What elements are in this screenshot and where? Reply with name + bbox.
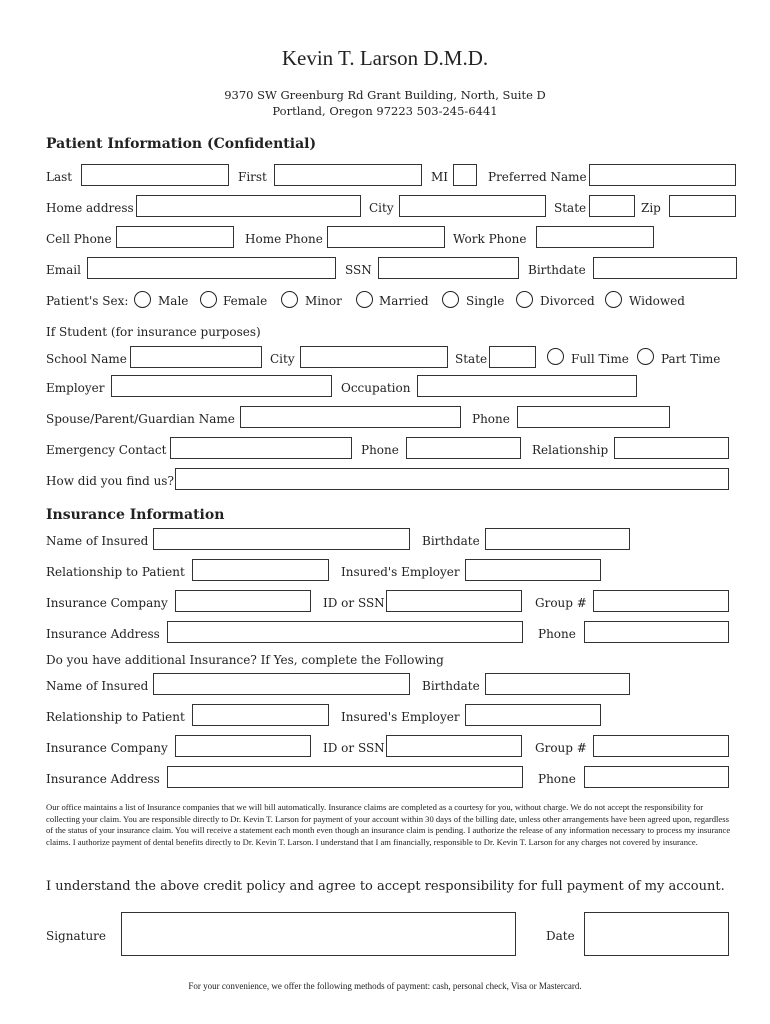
birthdate-label: Birthdate — [528, 263, 586, 277]
minor-radio[interactable] — [281, 291, 298, 308]
email-field[interactable] — [87, 257, 336, 279]
address-line-2: Portland, Oregon 97223 503-245-6441 — [272, 104, 498, 118]
secondary-insured-name-field[interactable] — [153, 673, 410, 695]
insured-employer-label: Insured's Employer — [341, 565, 460, 579]
city-field[interactable] — [399, 195, 546, 217]
group-field[interactable] — [593, 590, 729, 612]
last-name-field[interactable] — [81, 164, 229, 186]
id-ssn-field[interactable] — [386, 590, 522, 612]
insurance-phone-label: Phone — [538, 627, 576, 641]
insurance-company-label: Insurance Company — [46, 596, 168, 610]
ssn-label: SSN — [345, 263, 372, 277]
last-name-label: Last — [46, 170, 73, 184]
student-note: If Student (for insurance purposes) — [46, 325, 261, 339]
relationship-field[interactable] — [614, 437, 729, 459]
agreement-statement: I understand the above credit policy and agree to accept responsibility for full payment of my account. — [46, 879, 725, 894]
state-label: State — [554, 201, 587, 215]
insured-name-label: Name of Insured — [46, 534, 149, 548]
cell-phone-field[interactable] — [116, 226, 234, 248]
city-label: City — [369, 201, 394, 215]
minor-option-label: Minor — [305, 294, 342, 308]
home-phone-field[interactable] — [327, 226, 445, 248]
secondary-group-field[interactable] — [593, 735, 729, 757]
school-city-label: City — [270, 352, 295, 366]
state-field[interactable] — [589, 195, 635, 217]
secondary-id-ssn-label: ID or SSN — [323, 741, 385, 755]
emergency-contact-label: Emergency Contact — [46, 443, 167, 457]
male-option-label: Male — [158, 294, 189, 308]
mi-field[interactable] — [453, 164, 477, 186]
school-state-label: State — [455, 352, 488, 366]
preferred-name-field[interactable] — [589, 164, 736, 186]
emergency-phone-field[interactable] — [406, 437, 521, 459]
insured-birthdate-label: Birthdate — [422, 534, 480, 548]
divorced-option-label: Divorced — [540, 294, 595, 308]
group-label: Group # — [535, 596, 587, 610]
secondary-employer-field[interactable] — [465, 704, 601, 726]
relationship-to-patient-label: Relationship to Patient — [46, 565, 185, 579]
widowed-radio[interactable] — [605, 291, 622, 308]
signature-field[interactable] — [121, 912, 516, 956]
home-address-label: Home address — [46, 201, 134, 215]
secondary-relationship-field[interactable] — [192, 704, 329, 726]
work-phone-field[interactable] — [536, 226, 654, 248]
female-radio[interactable] — [200, 291, 217, 308]
insurance-address-label: Insurance Address — [46, 627, 160, 641]
spouse-name-label: Spouse/Parent/Guardian Name — [46, 412, 235, 426]
address-line-1: 9370 SW Greenburg Rd Grant Building, North, Suite D — [224, 88, 546, 102]
insurance-section-title: Insurance Information — [46, 507, 225, 523]
married-radio[interactable] — [356, 291, 373, 308]
secondary-employer-label: Insured's Employer — [341, 710, 460, 724]
spouse-phone-field[interactable] — [517, 406, 670, 428]
full-time-label: Full Time — [571, 352, 629, 366]
insurance-company-field[interactable] — [175, 590, 311, 612]
ssn-field[interactable] — [378, 257, 519, 279]
emergency-phone-label: Phone — [361, 443, 399, 457]
secondary-address-field[interactable] — [167, 766, 523, 788]
school-city-field[interactable] — [300, 346, 448, 368]
employer-field[interactable] — [111, 375, 332, 397]
secondary-phone-label: Phone — [538, 772, 576, 786]
zip-field[interactable] — [669, 195, 736, 217]
single-option-label: Single — [466, 294, 505, 308]
first-name-field[interactable] — [274, 164, 422, 186]
employer-label: Employer — [46, 381, 105, 395]
mi-label: MI — [431, 170, 449, 184]
part-time-radio[interactable] — [637, 348, 654, 365]
occupation-field[interactable] — [417, 375, 637, 397]
relationship-to-patient-field[interactable] — [192, 559, 329, 581]
widowed-option-label: Widowed — [629, 294, 685, 308]
female-option-label: Female — [223, 294, 268, 308]
secondary-relationship-label: Relationship to Patient — [46, 710, 185, 724]
patient-sex-label: Patient's Sex: — [46, 294, 129, 308]
occupation-label: Occupation — [341, 381, 411, 395]
insured-birthdate-field[interactable] — [485, 528, 630, 550]
zip-label: Zip — [641, 201, 661, 215]
insurance-phone-field[interactable] — [584, 621, 729, 643]
insured-name-field[interactable] — [153, 528, 410, 550]
full-time-radio[interactable] — [547, 348, 564, 365]
spouse-name-field[interactable] — [240, 406, 461, 428]
cell-phone-label: Cell Phone — [46, 232, 112, 246]
part-time-label: Part Time — [661, 352, 721, 366]
secondary-address-label: Insurance Address — [46, 772, 160, 786]
male-radio[interactable] — [134, 291, 151, 308]
id-ssn-label: ID or SSN — [323, 596, 385, 610]
additional-insurance-question: Do you have additional Insurance? If Yes, complete the Following — [46, 653, 444, 667]
home-address-field[interactable] — [136, 195, 361, 217]
secondary-phone-field[interactable] — [584, 766, 729, 788]
first-name-label: First — [238, 170, 267, 184]
secondary-id-ssn-field[interactable] — [386, 735, 522, 757]
school-state-field[interactable] — [489, 346, 536, 368]
secondary-birthdate-field[interactable] — [485, 673, 630, 695]
secondary-company-field[interactable] — [175, 735, 311, 757]
date-label: Date — [546, 929, 575, 943]
secondary-group-label: Group # — [535, 741, 587, 755]
insured-employer-field[interactable] — [465, 559, 601, 581]
preferred-name-label: Preferred Name — [488, 170, 587, 184]
spouse-phone-label: Phone — [472, 412, 510, 426]
patient-section-title: Patient Information (Confidential) — [46, 136, 317, 152]
how-found-label: How did you find us? — [46, 474, 174, 488]
secondary-insured-name-label: Name of Insured — [46, 679, 149, 693]
email-label: Email — [46, 263, 81, 277]
policy-fine-print: Our office maintains a list of Insurance companies that we will bill automatically. Insurance claims are completed as a courtesy for you, without charge. We do not accept the responsibility for collecting your claim. You are responsible directly to Dr. Kevin T. Larson for payment of your account within 30 days of the billing date, unless other arrangements have been agreed upon, regardless of the status of your insurance claim. You will receive a statement each month even though an insurance claim is pending. I authorize the release of any information necessary to process my insurance claims. I authorize payment of dental benefits directly to Dr. Kevin T. Larson. I understand that I am financially, responsible to Dr. Kevin T. Larson for any charges not covered by insurance. — [46, 802, 731, 847]
divorced-radio[interactable] — [516, 291, 533, 308]
insurance-address-field[interactable] — [167, 621, 523, 643]
secondary-company-label: Insurance Company — [46, 741, 168, 755]
secondary-birthdate-label: Birthdate — [422, 679, 480, 693]
signature-label: Signature — [46, 929, 107, 943]
emergency-contact-field[interactable] — [170, 437, 352, 459]
how-found-field[interactable] — [175, 468, 729, 490]
school-name-field[interactable] — [130, 346, 262, 368]
practice-title: Kevin T. Larson D.M.D. — [281, 46, 489, 70]
home-phone-label: Home Phone — [245, 232, 323, 246]
birthdate-field[interactable] — [593, 257, 737, 279]
single-radio[interactable] — [442, 291, 459, 308]
work-phone-label: Work Phone — [453, 232, 527, 246]
married-option-label: Married — [379, 294, 429, 308]
school-name-label: School Name — [46, 352, 127, 366]
relationship-label: Relationship — [532, 443, 609, 457]
payment-methods-note: For your convenience, we offer the following methods of payment: cash, personal check, Visa or Mastercard. — [188, 981, 582, 991]
date-field[interactable] — [584, 912, 729, 956]
